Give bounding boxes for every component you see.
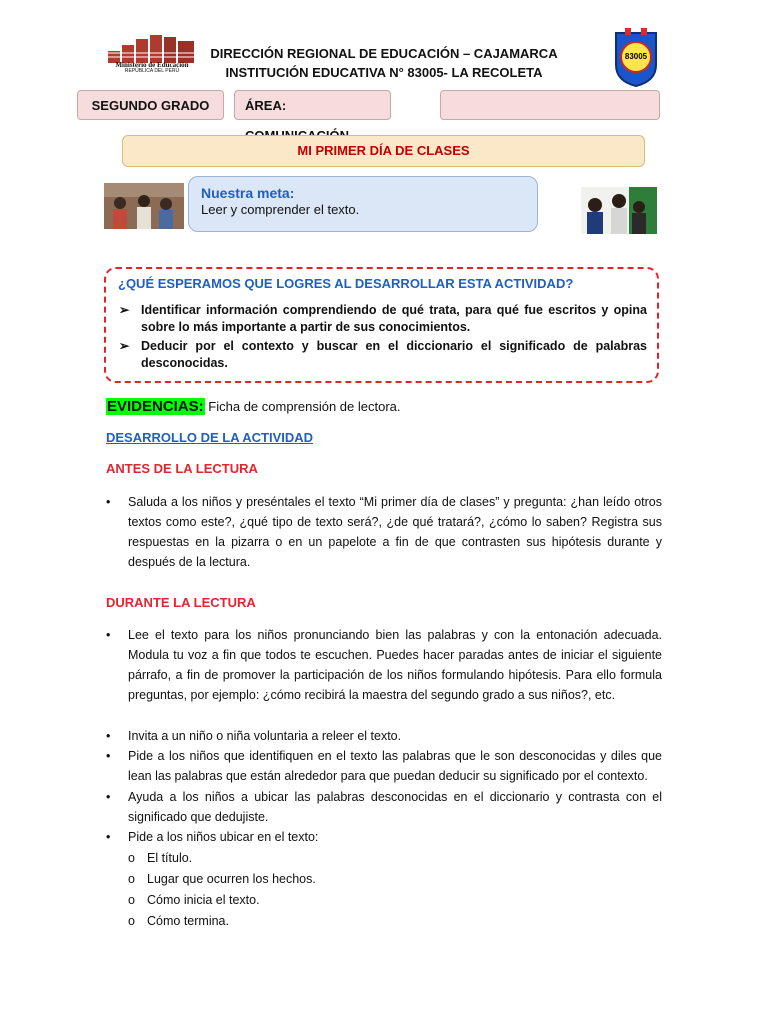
blank-pill (440, 90, 660, 120)
list-item: • Saluda a los niños y preséntales el texto “Mi primer día de clases” y pregunta: ¿han leído otros textos como este?, ¿qué tipo de texto será?, ¿de qué tratará?, ¿cómo lo saben? Registra sus respuestas en la pizarra o en un papelote a fin de que contrasten sus hipótesis durante y después de la lectura. (106, 492, 662, 572)
expectation-item: ➢ Identificar información comprendiendo de qué trata, para qué fue escritos y opina sobre lo más importante a partir de sus conocimientos. (119, 303, 647, 334)
arrow-bullet-icon: ➢ (119, 339, 130, 353)
activity-title: MI PRIMER DÍA DE CLASES (122, 135, 645, 167)
ministerio-logo (106, 33, 198, 75)
list-item: • Lee el texto para los niños pronunciando bien las palabras y con la entonación adecuada. Modula tu voz a fin que todos te escuchen. Puedes hacer paradas antes de iniciar el siguiente párrafo, a fin de promover la participación de los niños formulando hipótesis. Para ello formula preguntas, por ejemplo: ¿cómo recibirá la maestra del segundo grado a sus niños?, etc. (106, 625, 662, 705)
bullet-icon: • (106, 628, 111, 642)
grade-pill: SEGUNDO GRADO (77, 90, 224, 120)
during-reading-title: DURANTE LA LECTURA (106, 595, 256, 610)
sub-list-item: o El título. (128, 848, 192, 868)
bullet-icon: • (106, 495, 111, 509)
school-emblem-number: 83005 (624, 52, 648, 61)
before-reading-title: ANTES DE LA LECTURA (106, 461, 258, 476)
evidence-line (106, 398, 401, 415)
list-item: • Pide a los niños ubicar en el texto: (106, 827, 662, 847)
classroom-photo (104, 183, 184, 229)
bullet-icon: • (106, 830, 111, 844)
goal-text: Leer y comprender el texto. (201, 202, 360, 217)
list-item: • Ayuda a los niños a ubicar las palabras desconocidas en el diccionario y contrasta con el significado que dedujiste. (106, 787, 662, 827)
sub-list-item: o Cómo inicia el texto. (128, 890, 260, 910)
evidence-text: Ficha de comprensión de lectora. (204, 399, 401, 414)
bullet-icon: • (106, 790, 111, 804)
ministerio-logo-text: Ministerio de Educación (115, 61, 189, 69)
list-item: • Pide a los niños que identifiquen en el texto las palabras que le son desconocidas y diles que lean las palabras que están alrededor para que puedan deducir su significado por el contexto. (106, 746, 662, 786)
sub-list-item: o Cómo termina. (128, 911, 229, 931)
circle-bullet-icon: o (128, 872, 135, 886)
bullet-icon: • (106, 729, 111, 743)
bullet-icon: • (106, 749, 111, 763)
sub-list-item: o Lugar que ocurren los hechos. (128, 869, 316, 889)
header-line-1: DIRECCIÓN REGIONAL DE EDUCACIÓN – CAJAMARCA (210, 46, 558, 61)
goal-box (188, 176, 538, 232)
goal-title: Nuestra meta: (201, 185, 295, 201)
area-pill: ÁREA: (234, 90, 391, 120)
header-line-2: INSTITUCIÓN EDUCATIVA N° 83005- LA RECOLETA (225, 65, 543, 80)
circle-bullet-icon: o (128, 851, 135, 865)
circle-bullet-icon: o (128, 893, 135, 907)
students-photo (581, 187, 657, 234)
circle-bullet-icon: o (128, 914, 135, 928)
arrow-bullet-icon: ➢ (119, 303, 130, 317)
evidence-label: EVIDENCIAS: (107, 398, 204, 415)
list-item: • Invita a un niño o niña voluntaria a releer el texto. (106, 726, 662, 746)
ministerio-logo-subtext: REPÚBLICA DEL PERÚ (124, 68, 180, 74)
school-emblem (613, 27, 659, 87)
expectations-title: ¿QUÉ ESPERAMOS QUE LOGRES AL DESARROLLAR ESTA ACTIVIDAD? (118, 276, 574, 291)
expectation-item: ➢ Deducir por el contexto y buscar en el diccionario el significado de palabras desconocidas. (119, 339, 647, 370)
development-title: DESARROLLO DE LA ACTIVIDAD (106, 430, 314, 445)
